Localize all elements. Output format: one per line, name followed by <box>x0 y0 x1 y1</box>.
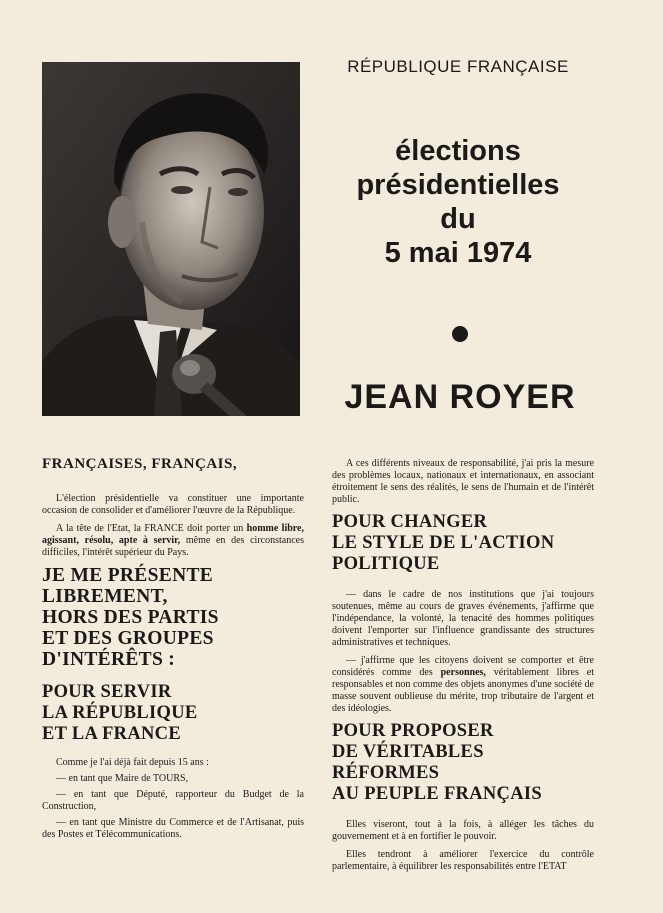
text-span: véritablement libres et responsables et non comme des objets anonymes d'une société de masse souvent oublieuse du mérite, trop tributaire de l'argent et des idéologies. <box>332 667 594 714</box>
serve-republic-heading <box>42 682 304 745</box>
career-item: — en tant que Ministre du Commerce et de l'Artisanat, puis des Postes et Télécommunications. <box>42 817 304 840</box>
left-column <box>42 456 304 845</box>
main-declaration-heading <box>42 565 304 670</box>
heading-line: ET LA FRANCE <box>42 724 181 744</box>
text-span: — j'affirme que les citoyens doivent se comporter et être considérés comme des <box>332 655 594 678</box>
heading-line: HORS DES PARTIS <box>42 607 219 628</box>
reforms-paragraph: Elles viseront, tout à la fois, à alléger les tâches du gouvernement et à en fortifier le pouvoir. <box>332 819 594 842</box>
election-title-line: élections <box>395 135 521 167</box>
responsibility-paragraph: A ces différents niveaux de responsabilité, j'ai pris la mesure des problèmes locaux, nationaux et internationaux, en associant étroitement le sens des réalités, le sens de l'humain et de l'intérêt public. <box>332 458 594 505</box>
intro-paragraph: L'élection présidentielle va constituer une importante occasion de consolider et d'améliorer l'œuvre de la République. <box>42 493 304 516</box>
text-span: A la tête de l'Etat, la FRANCE doit porter un <box>56 523 247 534</box>
heading-line: LA RÉPUBLIQUE <box>42 703 198 723</box>
heading-line: DE VÉRITABLES <box>332 742 484 762</box>
greeting: FRANÇAISES, FRANÇAIS, <box>42 456 238 472</box>
heading-line: JE ME PRÉSENTE <box>42 565 214 586</box>
election-title <box>318 134 598 270</box>
heading-line: ET DES GROUPES <box>42 628 214 649</box>
heading-line: LE STYLE DE L'ACTION <box>332 533 555 553</box>
candidate-portrait <box>42 62 300 416</box>
country-heading: RÉPUBLIQUE FRANÇAISE <box>347 57 569 76</box>
head-of-state-paragraph <box>42 523 304 559</box>
heading-line: POUR CHANGER <box>332 512 488 532</box>
parliament-paragraph: Elles tendront à améliorer l'exercice du contrôle parlementaire, à équilibrer les responsabilités entre l'ETAT <box>332 849 594 872</box>
career-item: — en tant que Maire de TOURS, <box>56 773 189 784</box>
bullet-dot-icon <box>452 326 468 342</box>
election-date-line: 5 mai 1974 <box>384 237 532 269</box>
career-item: — en tant que Député, rapporteur du Budget de la Construction, <box>42 789 304 812</box>
emphasis-text: homme libre, agissant, résolu, apte à servir, <box>42 523 304 546</box>
institutions-paragraph: — dans le cadre de nos institutions que j'ai toujours soutenues, même au cours de graves événements, j'affirme que l'indépendance, la volonté, la tenacité des hommes politiques doivent l'emporter sur l'influence grandissante des structures administratives et techniques. <box>332 589 594 648</box>
reforms-heading <box>332 721 594 805</box>
heading-line: RÉFORMES <box>332 763 440 783</box>
heading-line: POUR SERVIR <box>42 682 172 702</box>
heading-line: AU PEUPLE FRANÇAIS <box>332 784 542 804</box>
candidate-name: JEAN ROYER <box>344 378 576 416</box>
election-title-line: présidentielles <box>356 169 560 201</box>
election-title-line: du <box>440 203 476 235</box>
heading-line: POUR PROPOSER <box>332 721 494 741</box>
change-style-heading <box>332 512 594 575</box>
emphasis-text: personnes, <box>440 667 486 678</box>
heading-line: LIBREMENT, <box>42 586 168 607</box>
citizens-paragraph <box>332 655 594 715</box>
heading-line: D'INTÉRÊTS : <box>42 649 176 670</box>
heading-line: POLITIQUE <box>332 554 440 574</box>
career-intro: Comme je l'ai déjà fait depuis 15 ans : <box>56 757 209 768</box>
right-column <box>332 458 594 879</box>
text-span: même en des circonstances difficiles, l'intérêt supérieur du Pays. <box>42 535 304 558</box>
